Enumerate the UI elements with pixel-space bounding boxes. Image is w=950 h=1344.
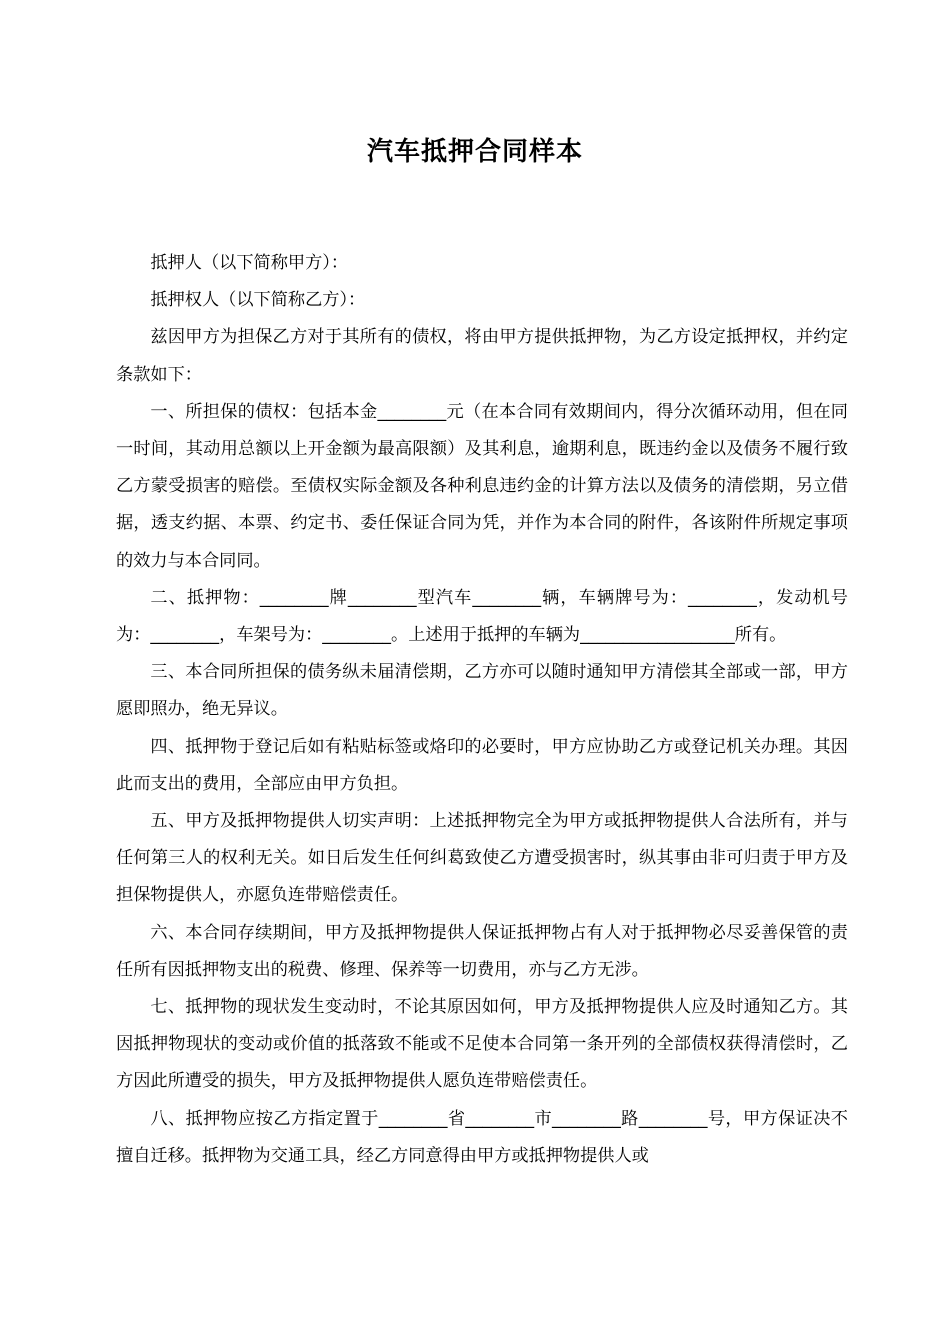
clause-8: 八、抵押物应按乙方指定置于________省________市________路________号，甲方保证决不擅自迁移。抵押物为交通工具，经乙方同意得由甲方或抵押物提供人或 xyxy=(116,1108,848,1166)
paragraph-mortgagor: 抵押人（以下简称甲方）： xyxy=(150,253,349,273)
clause-1: 一、所担保的债权：包括本金________元（在本合同有效期间内，得分次循环动用，但在同一时间，其动用总额以上开金额为最高限额）及其利息，逾期利息，既违约金以及债务不履行致乙方蒙受损害的赔偿。至债权实际金额及各种利息违约金的计算方法以及债务的清偿期，另立借据，透支约据、本票、约定书、委任保证合同为凭，并作为本合同的附件，各该附件所规定事项的效力与本合同同。 xyxy=(116,401,848,571)
clause-2: 二、抵押物：________牌________型汽车________辆，车辆牌号为：________，发动机号为：________，车架号为：________。上述用于抵押的车辆为__________________所有。 xyxy=(116,587,848,646)
clause-4: 四、抵押物于登记后如有粘贴标签或烙印的必要时，甲方应协助乙方或登记机关办理。其因此而支出的费用，全部应由甲方负担。 xyxy=(116,736,848,794)
document-title: 汽车抵押合同样本 xyxy=(366,137,583,167)
clause-5: 五、甲方及抵押物提供人切实声明：上述抵押物完全为甲方或抵押物提供人合法所有，并与任何第三人的权利无关。如日后发生任何纠葛致使乙方遭受损害时，纵其事由非可归责于甲方及担保物提供人，亦愿负连带赔偿责任。 xyxy=(116,811,848,906)
clause-7: 七、抵押物的现状发生变动时，不论其原因如何，甲方及抵押物提供人应及时通知乙方。其因抵押物现状的变动或价值的抵落致不能或不足使本合同第一条开列的全部债权获得清偿时，乙方因此所遭受的损失，甲方及抵押物提供人愿负连带赔偿责任。 xyxy=(116,997,848,1092)
document-body xyxy=(116,245,848,1175)
paragraph-mortgagee: 抵押权人（以下简称乙方）： xyxy=(150,290,366,311)
clause-3: 三、本合同所担保的债务纵未届清偿期，乙方亦可以随时通知甲方清偿其全部或一部，甲方愿即照办，绝无异议。 xyxy=(116,662,848,720)
clause-6: 六、本合同存续期间，甲方及抵押物提供人保证抵押物占有人对于抵押物必尽妥善保管的责任所有因抵押物支出的税费、修理、保养等一切费用，亦与乙方无涉。 xyxy=(116,922,848,980)
paragraph-preamble: 兹因甲方为担保乙方对于其所有的债权，将由甲方提供抵押物，为乙方设定抵押权，并约定条款如下： xyxy=(116,327,848,385)
